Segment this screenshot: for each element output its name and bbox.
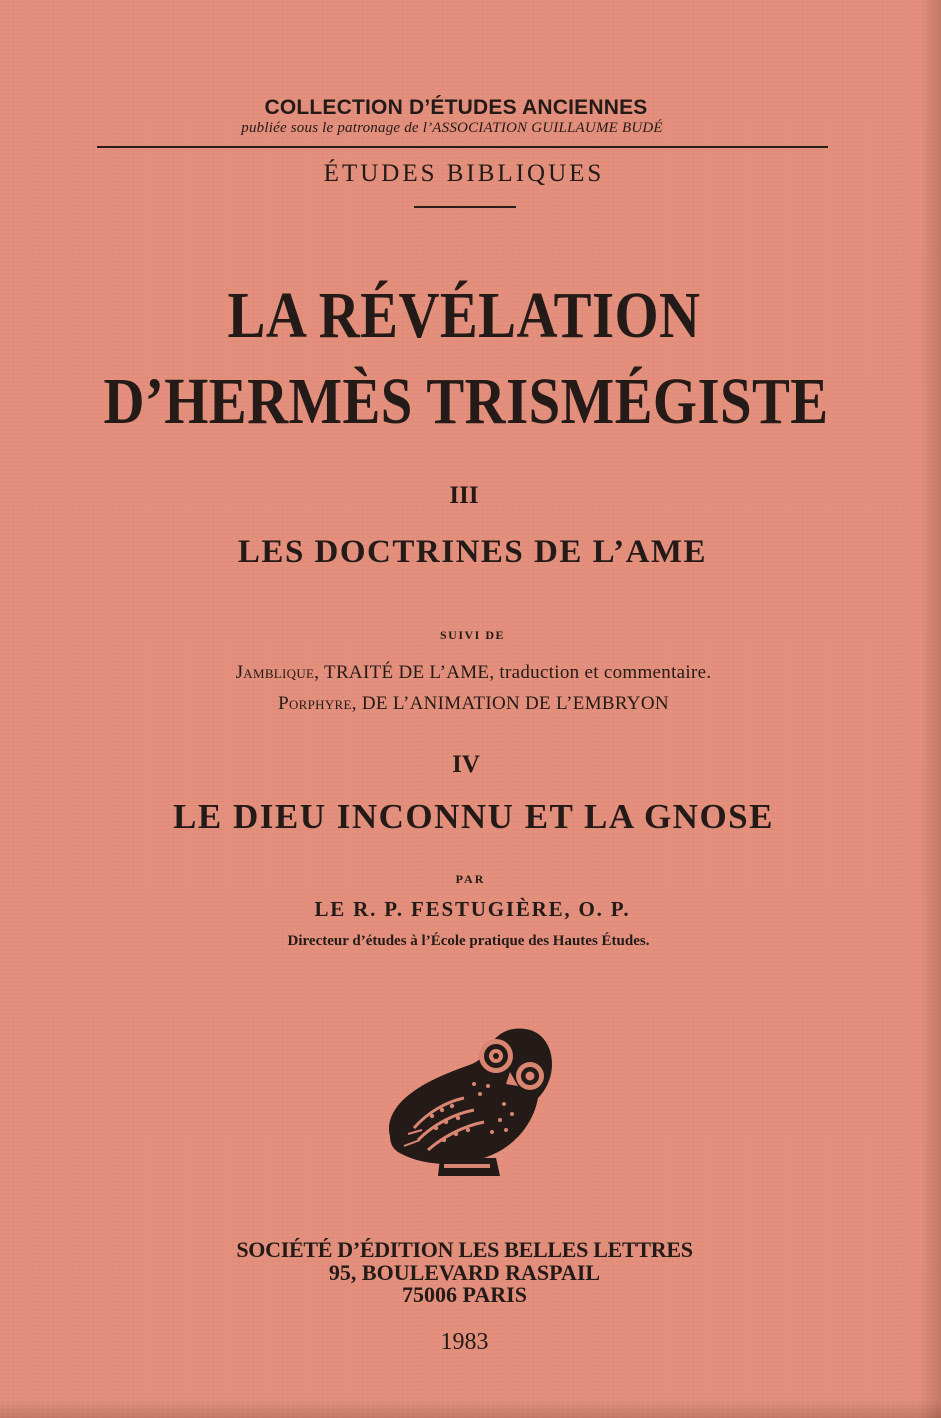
work-text-porphyre: DE L’ANIMATION DE L’EMBRYON xyxy=(356,693,669,714)
series-name: ÉTUDES BIBLIQUES xyxy=(323,160,605,187)
main-title-line-2: D’HERMÈS TRISMÉGISTE xyxy=(103,365,829,438)
publisher-address: 95, BOULEVARD RASPAIL xyxy=(328,1260,601,1285)
volume-4-number: IV xyxy=(452,751,480,778)
main-title-line-1: LA RÉVÉLATION xyxy=(227,279,701,352)
volume-4-title: LE DIEU INCONNU ET LA GNOSE xyxy=(173,797,774,836)
collection-subtitle: publiée sous le patronage de l’ASSOCIATION GUILLAUME BUDÉ xyxy=(241,120,663,136)
series-divider xyxy=(414,206,516,208)
author-position: Directeur d’études à l’École pratique des Hautes Études. xyxy=(287,933,650,949)
work-author-porphyre: Porphyre, xyxy=(278,693,357,714)
owl-logo-icon xyxy=(384,1024,554,1180)
volume-3-title: LES DOCTRINES DE L’AME xyxy=(237,534,708,570)
suivi-de-label: SUIVI DE xyxy=(439,628,505,642)
publisher-name: SOCIÉTÉ D’ÉDITION LES BELLES LETTRES xyxy=(236,1237,693,1262)
publication-year: 1983 xyxy=(440,1329,489,1355)
work-line-jamblique xyxy=(0,662,941,684)
work-author-jamblique: Jamblique, xyxy=(235,662,320,683)
cover-bottom-shadow xyxy=(0,1400,941,1418)
volume-3-number: III xyxy=(449,482,479,509)
cover-edge-shadow xyxy=(919,0,941,1418)
header-divider xyxy=(97,146,828,148)
author-name: LE R. P. FESTUGIÈRE, O. P. xyxy=(314,897,631,921)
par-label: PAR xyxy=(455,872,486,886)
work-text-jamblique: TRAITÉ DE L’AME, traduction et commentaire. xyxy=(319,662,712,683)
work-line-porphyre xyxy=(0,693,941,715)
publisher-city: 75006 PARIS xyxy=(402,1282,527,1307)
collection-title: COLLECTION D’ÉTUDES ANCIENNES xyxy=(264,96,648,119)
